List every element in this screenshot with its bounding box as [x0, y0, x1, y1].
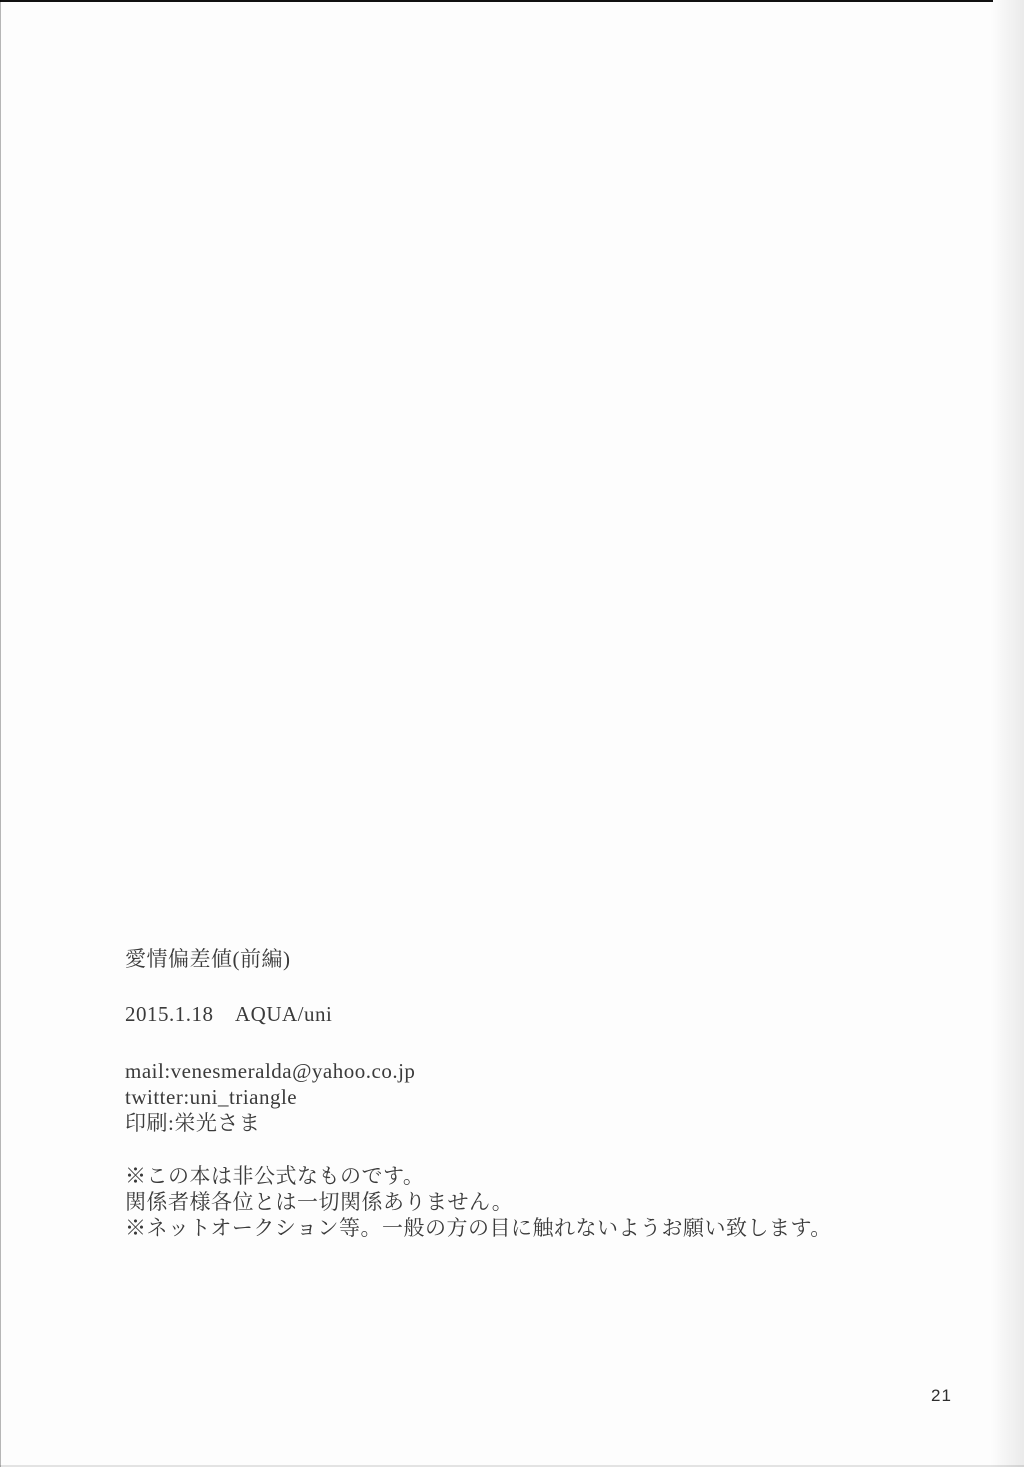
scan-top-edge-line: [0, 0, 993, 2]
scan-right-edge-shadow: [990, 0, 1024, 1467]
notice-line: ※ネットオークション等。一般の方の目に触れないようお願い致します。: [125, 1216, 832, 1240]
page-number: 21: [931, 1386, 952, 1405]
contact-mail: mail:venesmeralda@yahoo.co.jp: [125, 1059, 416, 1083]
contact-twitter: twitter:uni_triangle: [125, 1085, 298, 1109]
notice-line: 関係者様各位とは一切関係ありません。: [125, 1190, 514, 1214]
contact-printer: 印刷:栄光さま: [125, 1111, 261, 1135]
colophon-title: 愛情偏差値(前編): [125, 947, 291, 971]
colophon-date-credit: 2015.1.18 AQUA/uni: [125, 1002, 333, 1026]
scan-left-edge-line: [0, 0, 1, 1467]
notice-line: ※この本は非公式なものです。: [125, 1164, 425, 1188]
